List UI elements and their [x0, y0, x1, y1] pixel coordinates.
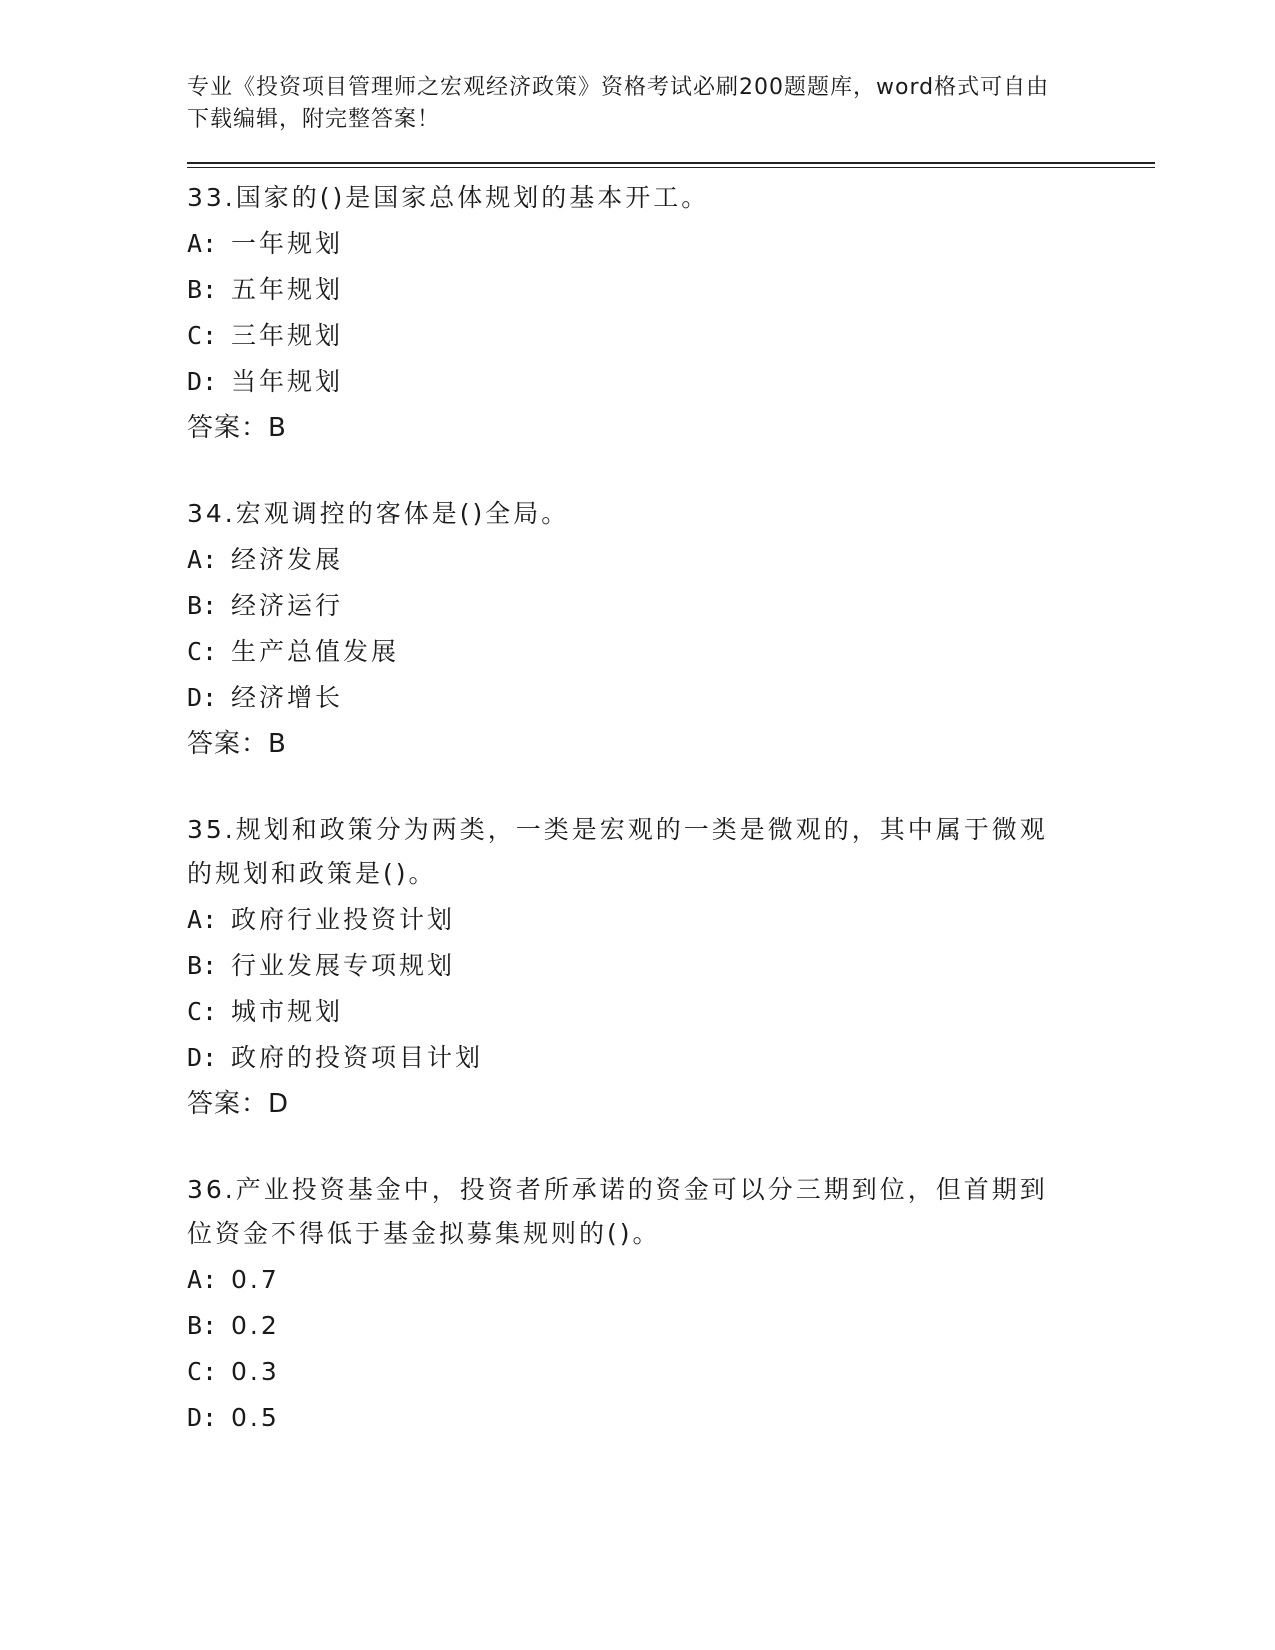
document-page: [187, 72, 1087, 1440]
option-key: A:: [187, 229, 218, 258]
answer-option: [187, 1036, 1087, 1080]
option-text: 五年规划: [231, 275, 344, 304]
option-key: B:: [187, 591, 218, 620]
question-block: [187, 808, 1087, 1126]
answer-option: [187, 584, 1087, 628]
answer-option: [187, 676, 1087, 720]
option-text: 0.5: [231, 1403, 280, 1432]
option-text: 行业发展专项规划: [231, 951, 456, 980]
option-text: 0.2: [231, 1311, 280, 1340]
option-text: 经济发展: [231, 545, 344, 574]
answer-option: [187, 1304, 1087, 1348]
answer-option: [187, 1396, 1087, 1440]
option-key: B:: [187, 951, 218, 980]
question-spacer: [187, 766, 1087, 808]
option-key: C:: [187, 637, 218, 666]
option-key: A:: [187, 545, 218, 574]
answer-option: [187, 360, 1087, 404]
option-text: 一年规划: [231, 229, 344, 258]
document-intro: 专业《投资项目管理师之宏观经济政策》资格考试必刷200题题库，word格式可自由下载编辑，附完整答案！: [187, 75, 1050, 132]
option-key: C:: [187, 1357, 218, 1386]
option-key: D:: [187, 1403, 218, 1432]
question-list: [187, 176, 1087, 1440]
option-key: C:: [187, 321, 218, 350]
question-stem: 34.宏观调控的客体是()全局。: [187, 499, 570, 528]
option-key: C:: [187, 997, 218, 1026]
question-block: [187, 492, 1087, 766]
option-text: 0.3: [231, 1357, 280, 1386]
option-text: 0.7: [231, 1265, 280, 1294]
question-spacer: [187, 1126, 1087, 1168]
answer-option: [187, 268, 1087, 312]
option-text: 经济运行: [231, 591, 344, 620]
option-key: B:: [187, 1311, 218, 1340]
question-stem: 33.国家的()是国家总体规划的基本开工。: [187, 183, 710, 212]
answer-option: [187, 944, 1087, 988]
option-text: 政府的投资项目计划: [231, 1043, 484, 1072]
answer-option: [187, 630, 1087, 674]
answer-option: [187, 898, 1087, 942]
option-key: D:: [187, 683, 218, 712]
option-key: B:: [187, 275, 218, 304]
option-text: 经济增长: [231, 683, 344, 712]
question-stem: 36.产业投资基金中，投资者所承诺的资金可以分三期到位，但首期到位资金不得低于基金拟募集规则的()。: [187, 1175, 1048, 1248]
option-key: D:: [187, 367, 218, 396]
option-text: 城市规划: [231, 997, 344, 1026]
answer-line: 答案：D: [187, 1089, 290, 1119]
answer-option: [187, 222, 1087, 266]
option-text: 三年规划: [231, 321, 344, 350]
option-key: A:: [187, 905, 218, 934]
header-divider: [187, 162, 1155, 168]
option-text: 当年规划: [231, 367, 344, 396]
option-key: A:: [187, 1265, 218, 1294]
answer-line: 答案：B: [187, 413, 287, 443]
question-block: [187, 1168, 1087, 1440]
question-spacer: [187, 450, 1087, 492]
option-text: 生产总值发展: [231, 637, 400, 666]
option-key: D:: [187, 1043, 218, 1072]
answer-option: [187, 314, 1087, 358]
option-text: 政府行业投资计划: [231, 905, 456, 934]
answer-line: 答案：B: [187, 729, 287, 759]
question-stem: 35.规划和政策分为两类，一类是宏观的一类是微观的，其中属于微观的规划和政策是()。: [187, 815, 1048, 888]
answer-option: [187, 1350, 1087, 1394]
answer-option: [187, 990, 1087, 1034]
answer-option: [187, 1258, 1087, 1302]
answer-option: [187, 538, 1087, 582]
question-block: [187, 176, 1087, 450]
